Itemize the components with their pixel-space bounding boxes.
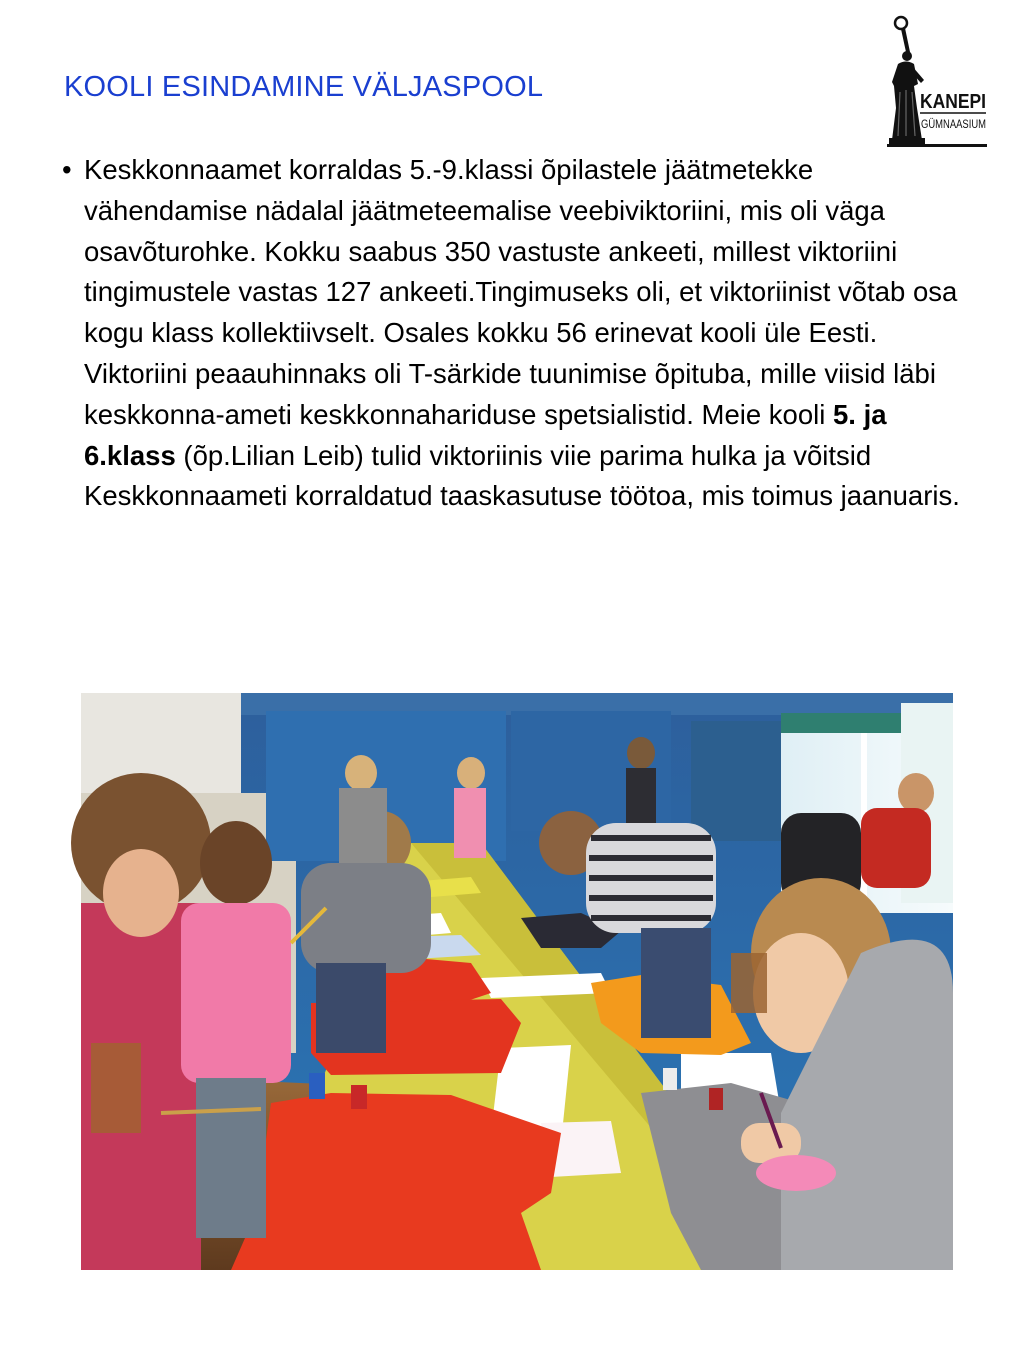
- paragraph-text-2: (õp.Lilian Leib) tulid viktoriinis viie parima hulka ja võitsid Keskkonnaameti korraldatud taaskasutuse töötoa, mis toimus jaanuaris.: [84, 439, 960, 512]
- workshop-photo: [81, 693, 953, 1270]
- bullet-paragraph: [84, 150, 962, 517]
- bullet-marker: •: [62, 154, 72, 185]
- red-tshirt-3: [231, 1093, 561, 1270]
- bullet-item: [62, 150, 962, 517]
- paragraph-text-1: Keskkonnaamet korraldas 5.-9.klassi õpilastele jäätmetekke vähendamise nädalal jäätmeteemalise veebiviktoriini, mis oli väga osavõturohke. Kokku saabus 350 vastuste ankeeti, millest viktoriini tingimustele vastas 127 ankeeti.Tingimuseks oli, et viktoriinist võtab osa kogu klass kollektiivselt. Osales kokku 56 erinevat kooli üle Eesti. Viktoriini peaauhinnaks oli T-särkide tuunimise õpituba, mille viisid läbi keskkonna-ameti keskkonnahariduse spetsialistid. Meie kooli: [84, 154, 958, 430]
- logo-name-line1: KANEPI: [920, 91, 986, 113]
- body-text: [62, 150, 962, 517]
- statue-logo-icon: [884, 12, 990, 150]
- paragraph-bold-classes: 5. ja 6.klass: [84, 398, 887, 471]
- page-title: KOOLI ESINDAMINE VÄLJASPOOL: [64, 71, 544, 103]
- workshop-scene-illustration: [81, 693, 953, 1270]
- logo-name-line2: GÜMNAASIUM: [921, 119, 986, 131]
- school-logo: [884, 12, 990, 150]
